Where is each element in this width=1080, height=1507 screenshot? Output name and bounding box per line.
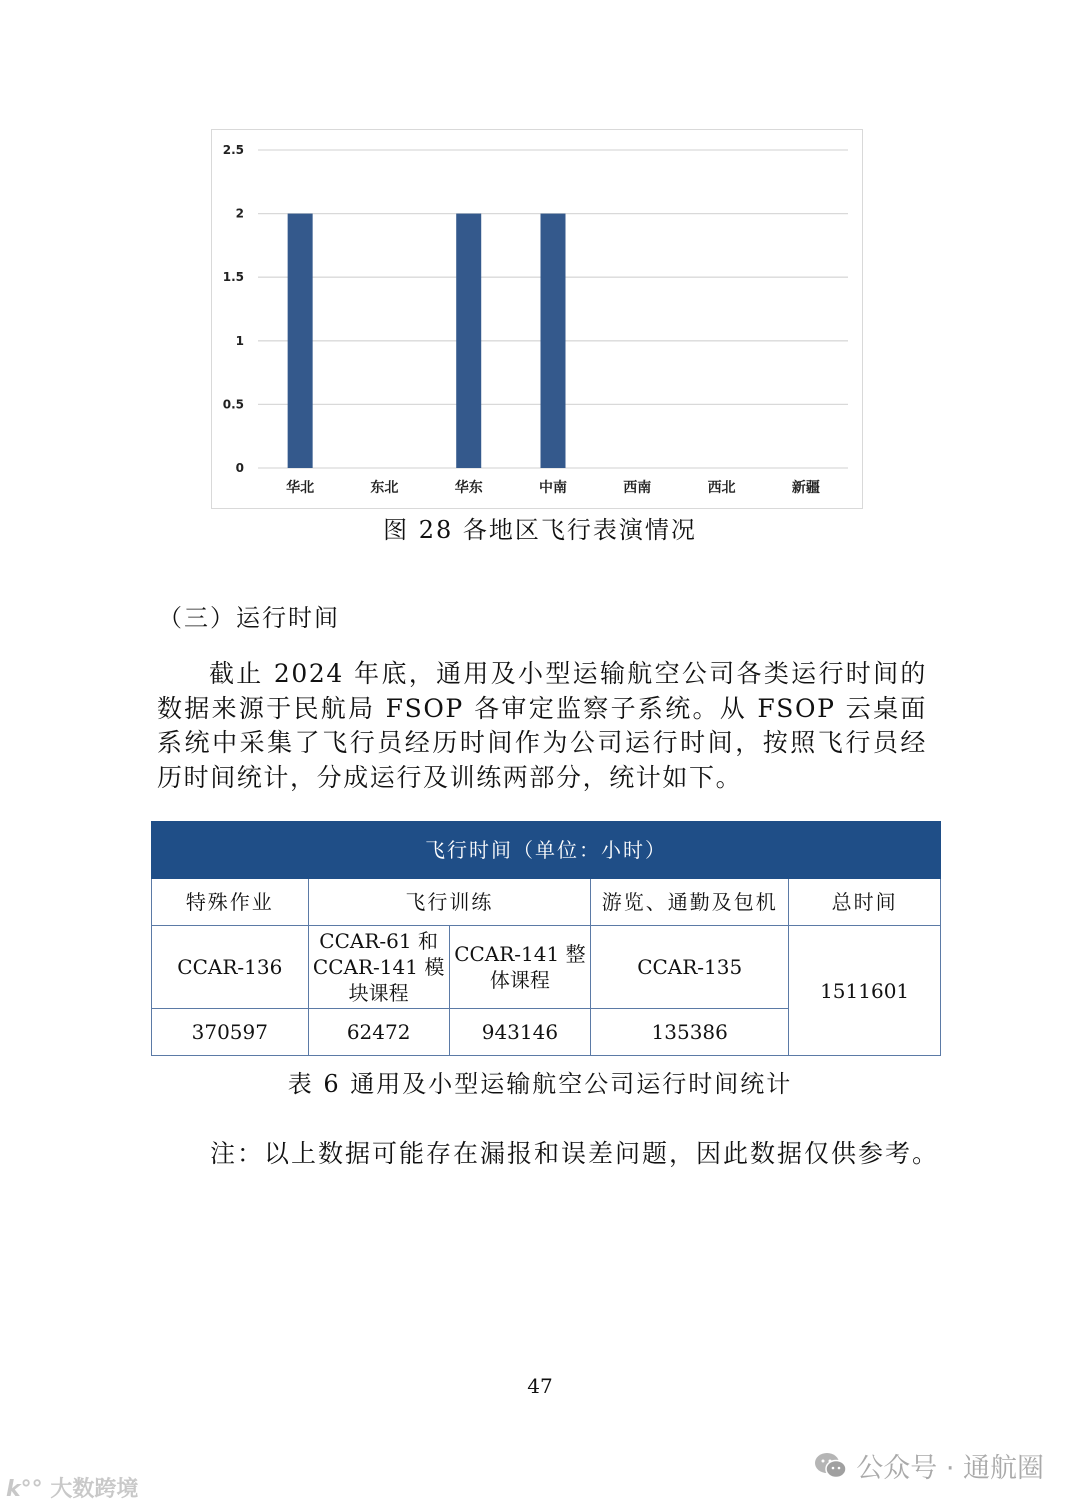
y-tick-label: 1.5 bbox=[222, 270, 244, 285]
value-ccar135: 135386 bbox=[591, 1009, 789, 1056]
bar bbox=[288, 214, 313, 468]
chart-plot bbox=[212, 130, 862, 508]
sub-ccar135: CCAR-135 bbox=[591, 926, 789, 1009]
x-tick-label: 西北 bbox=[707, 480, 736, 496]
watermark-left-text: 大数跨境 bbox=[50, 1477, 139, 1502]
x-tick-label: 华东 bbox=[454, 480, 483, 496]
bar bbox=[456, 214, 481, 468]
y-tick-label: 0.5 bbox=[222, 397, 244, 412]
header-special-ops: 特殊作业 bbox=[152, 879, 309, 926]
value-ccar141-integrated: 943146 bbox=[449, 1009, 591, 1056]
x-tick-label: 新疆 bbox=[791, 480, 820, 496]
sub-ccar61-141-module: CCAR-61 和 CCAR-141 模块课程 bbox=[308, 926, 449, 1009]
x-tick-label: 华北 bbox=[286, 480, 315, 496]
total-value: 1511601 bbox=[789, 926, 941, 1056]
y-tick-label: 0 bbox=[235, 461, 244, 475]
header-sightseeing: 游览、通勤及包机 bbox=[591, 879, 789, 926]
table-title: 飞行时间（单位：小时） bbox=[152, 822, 941, 879]
header-total-time: 总时间 bbox=[789, 879, 941, 926]
wechat-icon bbox=[814, 1451, 848, 1481]
y-tick-label: 2.5 bbox=[222, 143, 244, 157]
body-paragraph: 截止 2024 年底，通用及小型运输航空公司各类运行时间的数据来源于民航局 FSOP 各审定监察子系统。从 FSOP 云桌面系统中采集了飞行员经历时间作为公司运行时间，按照飞行员经历时间统计，分成运行及训练两部分，统计如下。 bbox=[157, 659, 927, 792]
sub-ccar136: CCAR-136 bbox=[152, 926, 309, 1009]
header-flight-training: 飞行训练 bbox=[308, 879, 591, 926]
table-caption: 表 6 通用及小型运输航空公司运行时间统计 bbox=[287, 1070, 793, 1098]
page-number: 47 bbox=[527, 1374, 553, 1398]
flight-time-table bbox=[151, 821, 941, 1056]
footnote: 注：以上数据可能存在漏报和误差问题，因此数据仅供参考。 bbox=[210, 1139, 940, 1168]
y-tick-label: 1 bbox=[235, 333, 244, 348]
brand-logo-icon: k°° bbox=[6, 1477, 43, 1502]
x-tick-label: 东北 bbox=[370, 480, 399, 496]
value-ccar136: 370597 bbox=[152, 1009, 309, 1056]
value-ccar61-141-module: 62472 bbox=[308, 1009, 449, 1056]
section-heading: （三）运行时间 bbox=[158, 604, 340, 632]
bar bbox=[541, 214, 566, 468]
bar-chart bbox=[211, 129, 863, 509]
x-tick-label: 西南 bbox=[623, 480, 652, 496]
watermark-right bbox=[814, 1446, 1044, 1485]
x-tick-label: 中南 bbox=[539, 480, 567, 496]
figure-caption: 图 28 各地区飞行表演情况 bbox=[383, 516, 697, 544]
sub-ccar141-integrated: CCAR-141 整体课程 bbox=[449, 926, 591, 1009]
watermark-left bbox=[6, 1472, 138, 1503]
y-tick-label: 2 bbox=[235, 206, 244, 221]
watermark-right-text: 公众号 · 通航圈 bbox=[856, 1453, 1044, 1484]
